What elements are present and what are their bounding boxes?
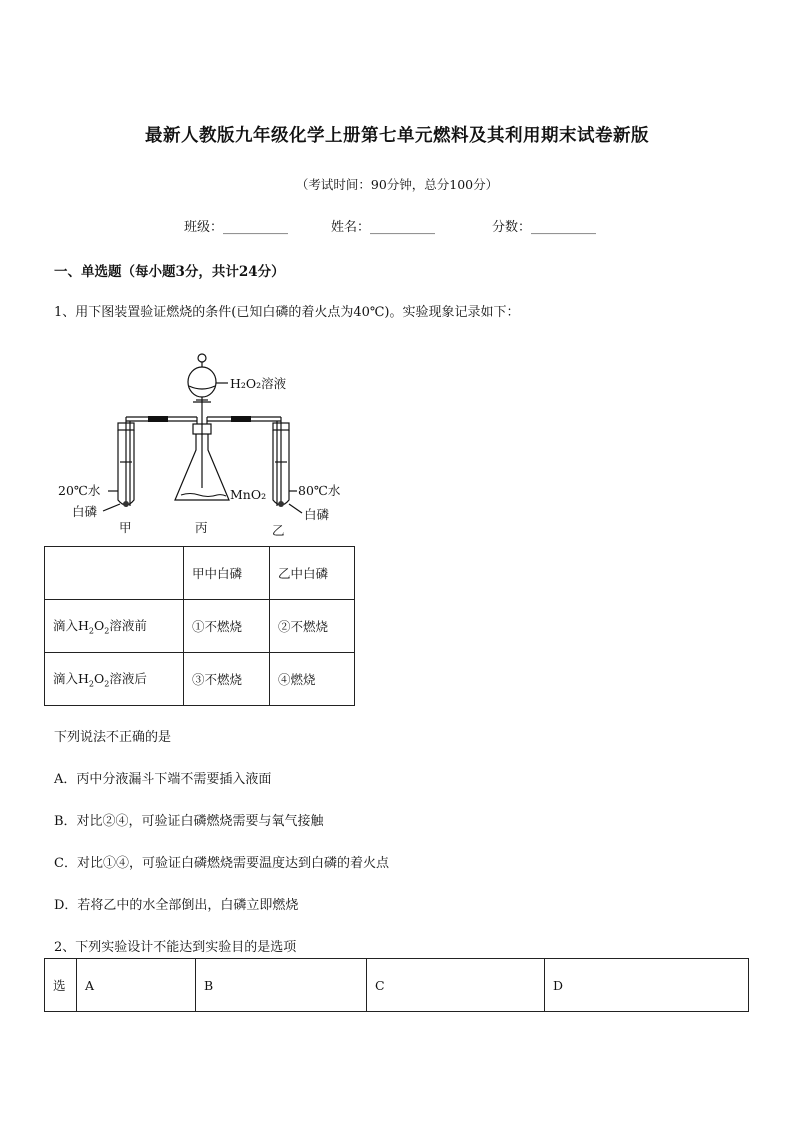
table-row	[45, 653, 355, 706]
table-cell: ①不燃烧	[184, 600, 270, 653]
row-label-after: 滴入$H_2O_2$溶液后	[45, 653, 184, 706]
table-cell: 选	[45, 959, 77, 1012]
apparatus-diagram	[50, 338, 360, 543]
mno2-label: MnO₂	[230, 487, 267, 502]
table-cell: D	[545, 959, 749, 1012]
table-cell: A	[77, 959, 196, 1012]
table-cell: ②不燃烧	[270, 600, 355, 653]
exam-time-note: （考试时间：90分钟，总分100分）	[295, 177, 499, 192]
row-label-before: 滴入$H_2O_2$溶液前	[45, 600, 184, 653]
table-row	[45, 959, 749, 1012]
left-white-phosphorus	[123, 501, 129, 507]
table-row	[45, 547, 355, 600]
water-20c-label: 20℃水	[58, 483, 101, 498]
question-1-stem: 1、用下图装置验证燃烧的条件(已知白磷的着火点为40℃)。实验现象记录如下：	[54, 305, 520, 320]
right-white-phosphorus	[278, 501, 284, 507]
table-row	[45, 600, 355, 653]
table-cell	[45, 547, 184, 600]
tube-yi-label: 乙	[272, 523, 285, 538]
separatory-funnel	[188, 367, 216, 397]
mno2-layer	[181, 494, 226, 497]
white-phosphorus-right-label: 白磷	[304, 507, 330, 522]
funnel-liquid-surface	[189, 386, 215, 389]
h2o2-label: H₂O₂溶液	[230, 376, 287, 391]
name-field: 姓名：__________	[331, 220, 436, 235]
table-header-jia: 甲中白磷	[184, 547, 270, 600]
class-field: 班级：__________	[184, 220, 289, 235]
table-header-yi: 乙中白磷	[270, 547, 355, 600]
white-phosphorus-left-label: 白磷	[72, 504, 98, 519]
water-80c-label: 80℃水	[298, 483, 341, 498]
flask-bing-label: 丙	[195, 520, 208, 535]
question-2-stem: 2、下列实验设计不能达到实验目的是选项	[54, 940, 297, 955]
funnel-stopper	[198, 354, 206, 362]
page-title: 最新人教版九年级化学上册第七单元燃料及其利用期末试卷新版	[145, 126, 649, 146]
table-cell: B	[196, 959, 367, 1012]
section-heading: 一、单选题（每小题3分，共计24分）	[54, 264, 285, 280]
option-d: D．若将乙中的水全部倒出，白磷立即燃烧	[54, 898, 299, 913]
score-field: 分数：__________	[492, 220, 597, 235]
observation-table	[44, 546, 355, 706]
table-cell: ④燃烧	[270, 653, 355, 706]
question-1-prompt: 下列说法不正确的是	[54, 730, 172, 745]
left-rubber-joint	[148, 416, 168, 422]
question-2-table	[44, 958, 749, 1012]
option-a: A．丙中分液漏斗下端不需要插入液面	[54, 772, 272, 787]
table-cell: ③不燃烧	[184, 653, 270, 706]
tube-jia-label: 甲	[119, 520, 132, 535]
right-rubber-joint	[231, 416, 251, 422]
option-b: B．对比②④，可验证白磷燃烧需要与氧气接触	[54, 814, 324, 829]
table-cell: C	[367, 959, 545, 1012]
option-c: C．对比①④，可验证白磷燃烧需要温度达到白磷的着火点	[54, 856, 389, 871]
